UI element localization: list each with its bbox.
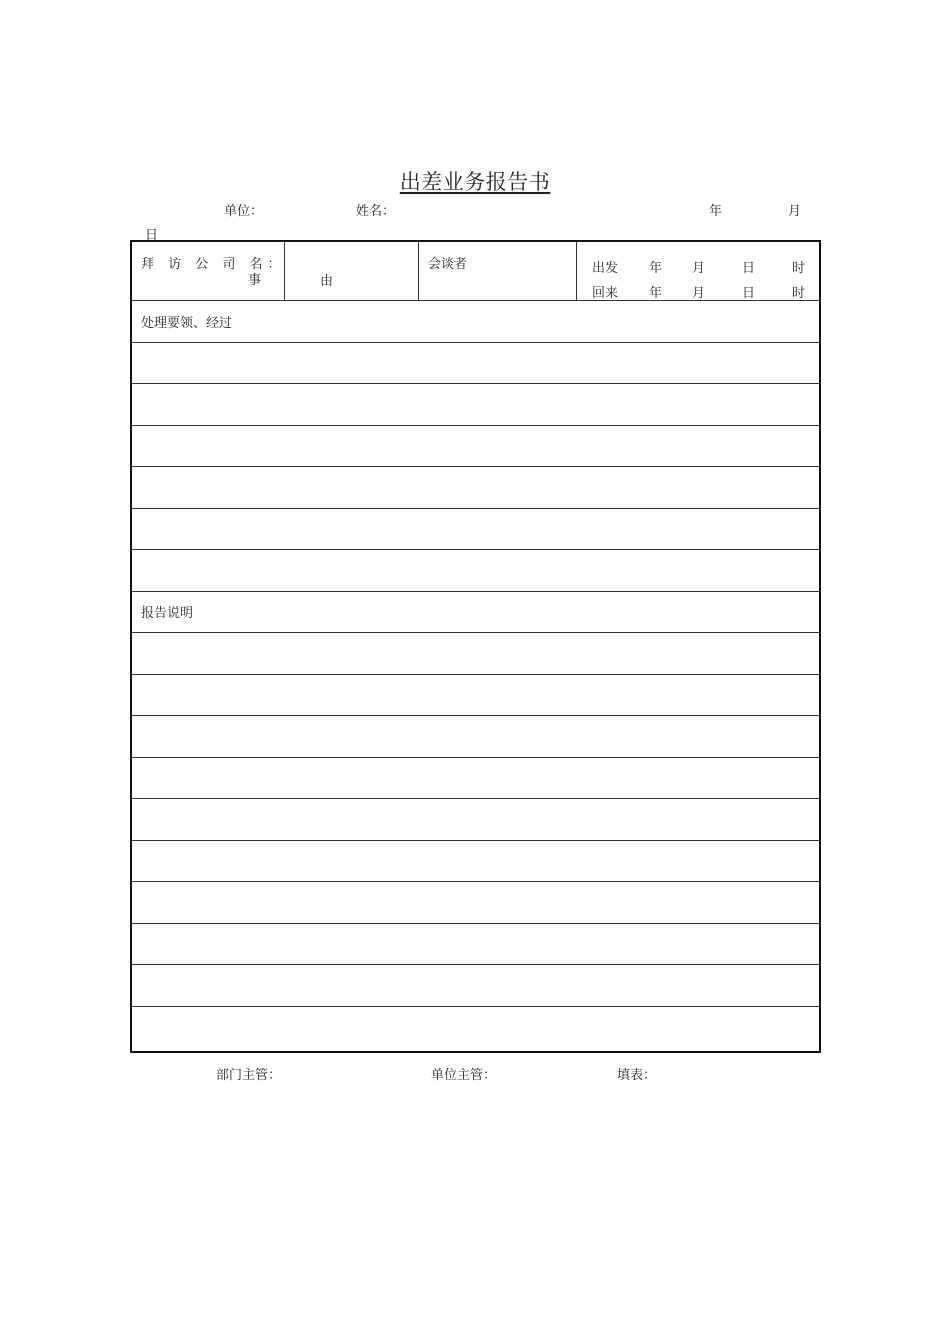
depart-label: 出发	[592, 261, 619, 276]
row-divider	[132, 964, 819, 965]
unit-manager-label: 单位主管：	[431, 1068, 497, 1083]
date-year-label: 年	[709, 204, 723, 219]
process-label: 处理要领、经过	[141, 316, 233, 331]
return-month: 月	[692, 286, 706, 301]
row-divider	[132, 549, 819, 550]
return-day: 日	[742, 286, 756, 301]
return-year: 年	[649, 286, 663, 301]
row-divider	[132, 757, 819, 758]
reason-label-part1: 事	[248, 273, 262, 288]
row-divider	[132, 466, 819, 467]
date-month-label: 月	[788, 204, 802, 219]
date-day-label: 日	[145, 228, 159, 243]
form-title	[0, 166, 950, 196]
row-divider	[132, 674, 819, 675]
report-form-table	[130, 240, 821, 1053]
row-divider	[132, 881, 819, 882]
row-divider	[132, 383, 819, 384]
report-label: 报告说明	[141, 606, 194, 621]
divider-interviewee-time	[576, 242, 577, 300]
row-divider	[132, 342, 819, 343]
row-divider	[132, 923, 819, 924]
row-divider	[132, 632, 819, 633]
return-hour: 时	[792, 286, 806, 301]
row-divider	[132, 300, 819, 301]
row-divider	[132, 591, 819, 592]
interviewee-label: 会谈者	[428, 257, 468, 272]
reason-label-part2: 由	[320, 274, 334, 289]
depart-year: 年	[649, 261, 663, 276]
filled-by-label: 填表：	[617, 1068, 657, 1083]
depart-day: 日	[742, 261, 756, 276]
row-divider	[132, 715, 819, 716]
form-title-text: 出差业务报告书	[399, 170, 551, 194]
depart-hour: 时	[792, 261, 806, 276]
unit-label: 单位：	[224, 204, 264, 219]
row-divider	[132, 1006, 819, 1007]
company-label: 拜 访 公 司 名：	[141, 257, 286, 272]
row-divider	[132, 508, 819, 509]
dept-manager-label: 部门主管：	[216, 1068, 282, 1083]
row-divider	[132, 840, 819, 841]
depart-month: 月	[692, 261, 706, 276]
name-label: 姓名：	[356, 204, 396, 219]
row-divider	[132, 425, 819, 426]
row-divider	[132, 798, 819, 799]
divider-reason-interviewee	[418, 242, 419, 300]
return-label: 回来	[592, 286, 619, 301]
